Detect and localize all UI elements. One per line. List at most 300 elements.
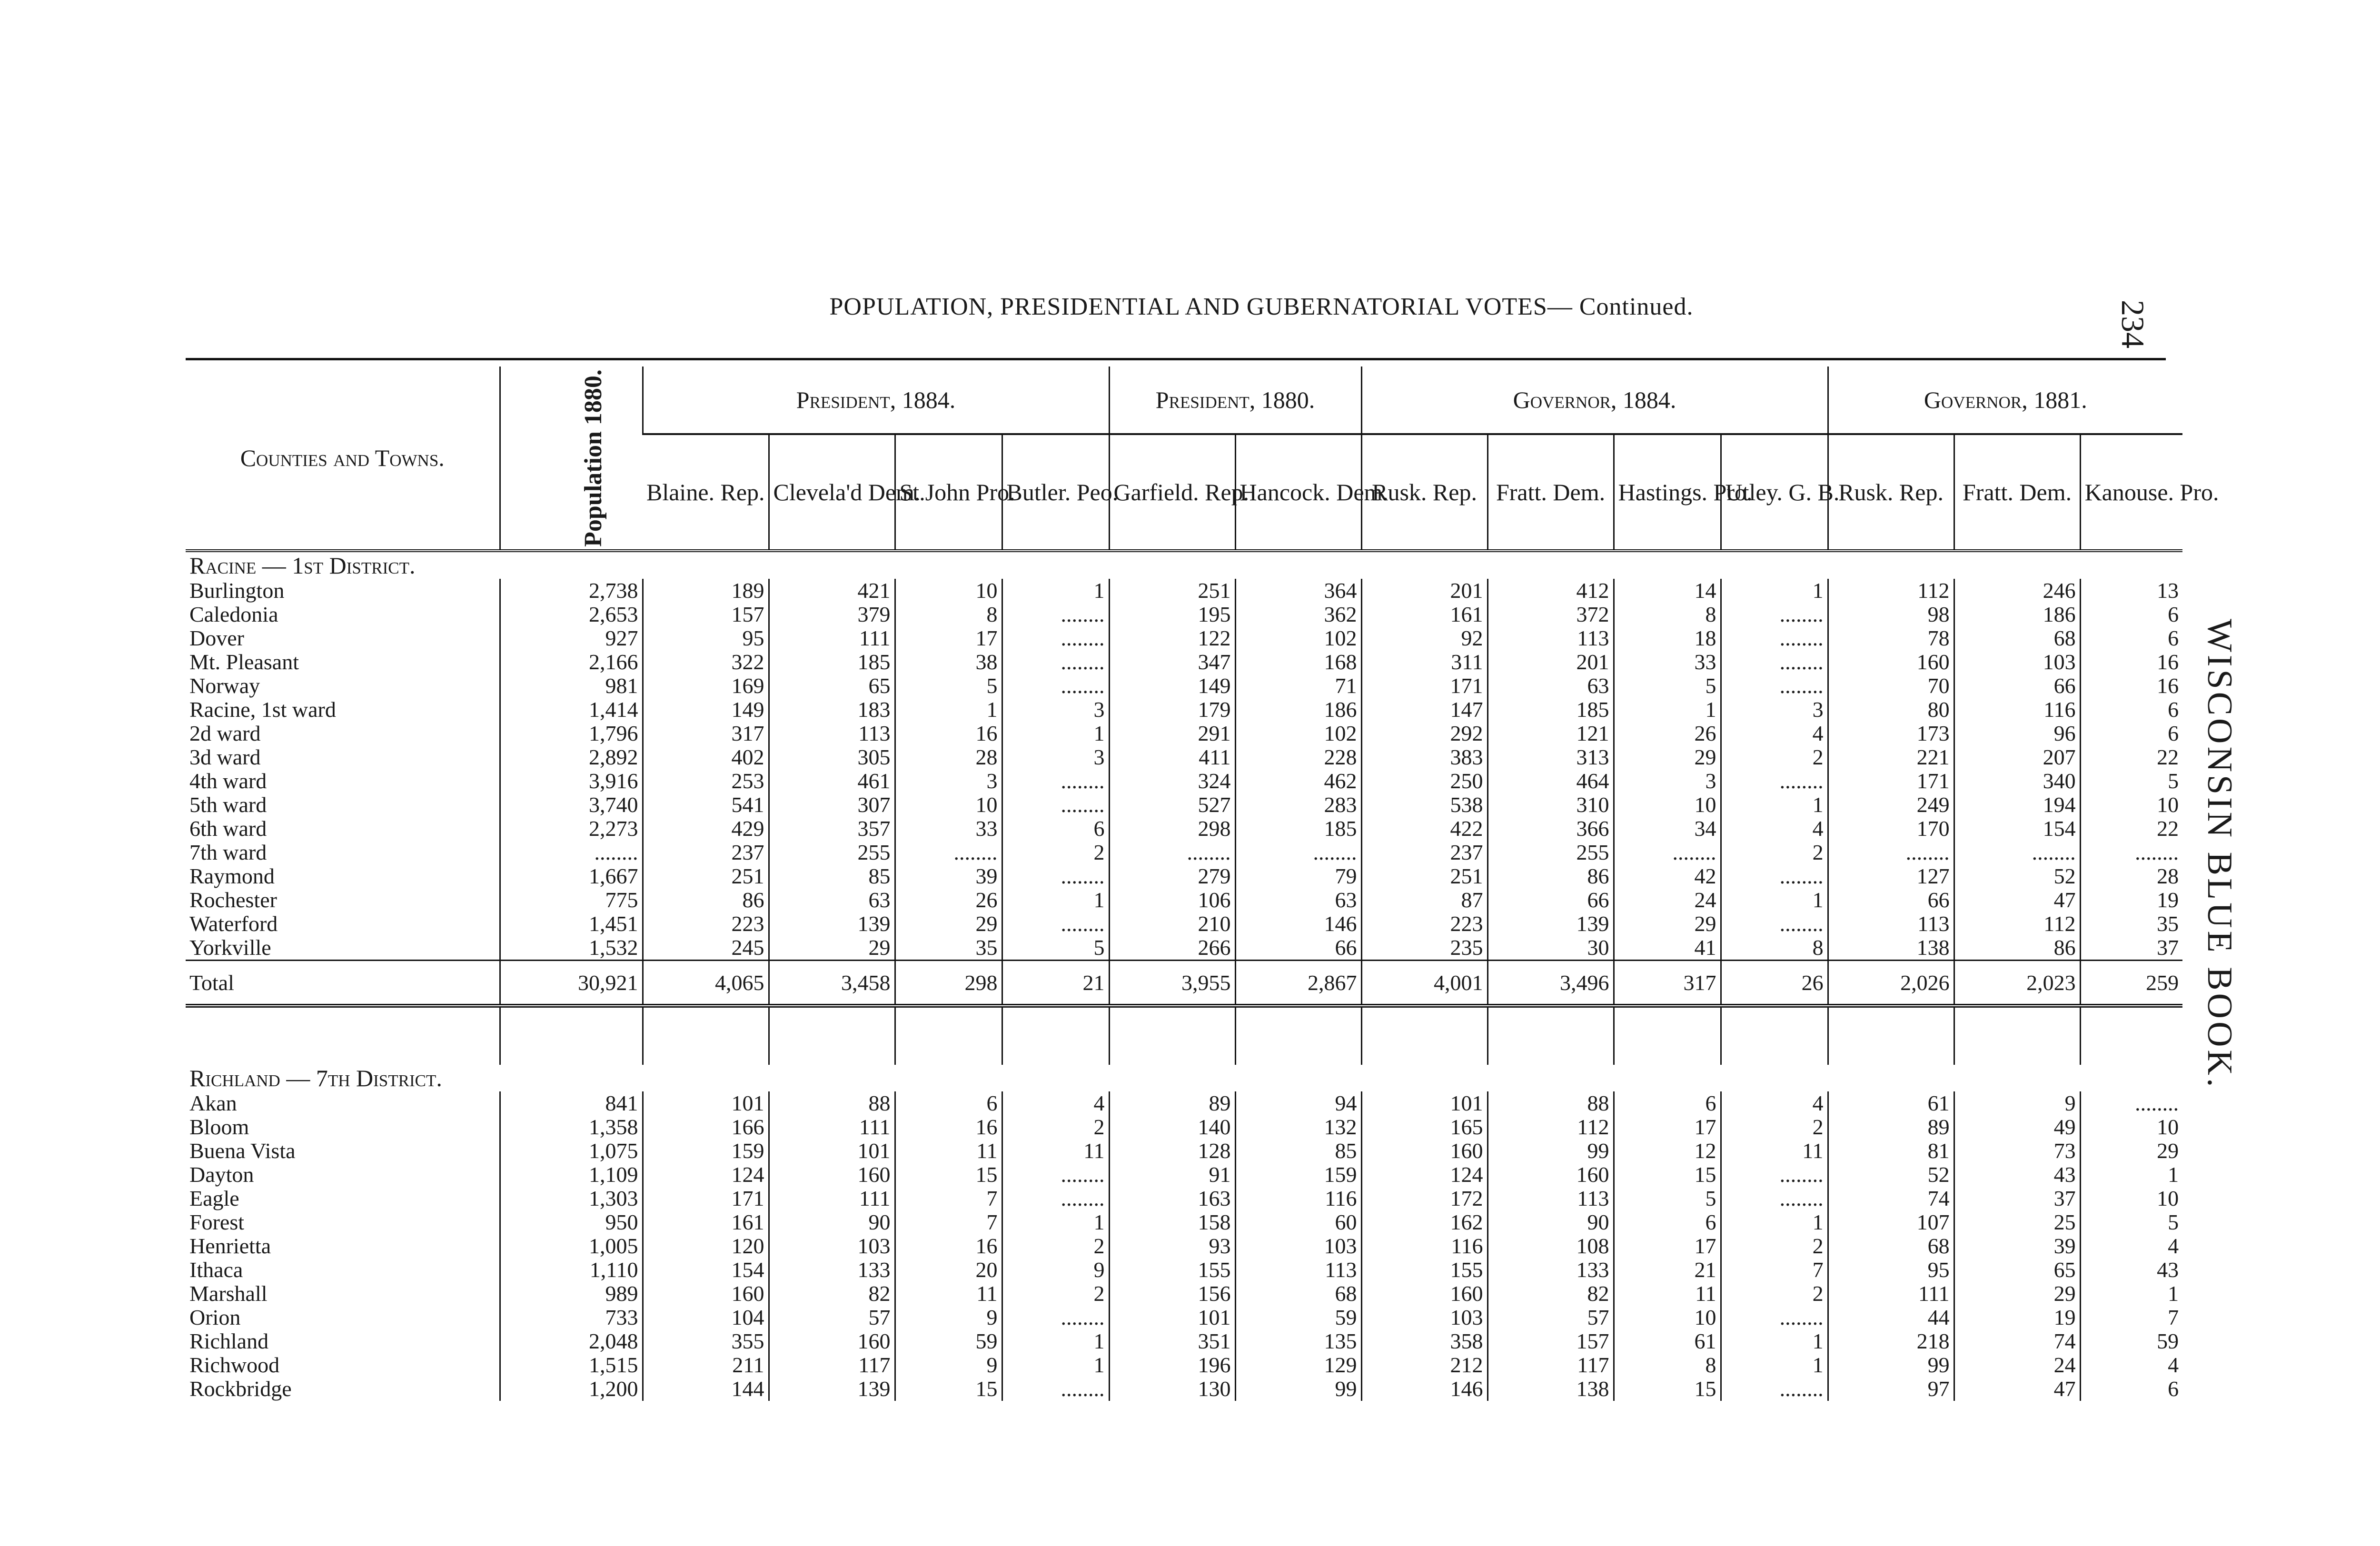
vote-cell: 111	[769, 626, 895, 650]
population-cell: 2,892	[500, 745, 643, 769]
votes-table	[186, 367, 2219, 1401]
table-row	[186, 888, 2182, 912]
vote-cell: 223	[643, 912, 769, 936]
col-header: Blaine. Rep.	[643, 434, 769, 551]
table-row	[186, 1258, 2182, 1282]
vote-cell: 6	[2080, 722, 2182, 745]
vote-cell: 112	[1954, 912, 2080, 936]
town-name: Richwood	[189, 1353, 280, 1377]
table-row	[186, 1210, 2182, 1234]
vote-cell: ........	[1002, 650, 1109, 674]
vote-cell: 324	[1109, 769, 1235, 793]
vote-cell: 186	[1235, 698, 1361, 722]
town-name: Richland	[189, 1329, 269, 1353]
vote-cell: 253	[643, 769, 769, 793]
vote-cell: 357	[769, 817, 895, 841]
vote-cell: 117	[1488, 1353, 1614, 1377]
vote-cell: 149	[1109, 674, 1235, 698]
vote-cell: 47	[1954, 888, 2080, 912]
population-cell: 2,048	[500, 1329, 643, 1353]
vote-cell: 1	[1002, 1353, 1109, 1377]
vote-cell: 538	[1361, 793, 1488, 817]
vote-cell: 4	[2080, 1353, 2182, 1377]
vote-cell: 63	[1235, 888, 1361, 912]
vote-cell: 11	[895, 1282, 1002, 1306]
town-name: Buena Vista	[189, 1139, 296, 1163]
vote-cell: 160	[1361, 1139, 1488, 1163]
table-row	[186, 626, 2182, 650]
vote-cell: 1	[1002, 1210, 1109, 1234]
vote-cell: 113	[1235, 1258, 1361, 1282]
vote-cell: 1	[1614, 698, 1721, 722]
vote-cell: 101	[769, 1139, 895, 1163]
vote-cell: 138	[1488, 1377, 1614, 1401]
vote-cell: 144	[643, 1377, 769, 1401]
vote-cell: 140	[1109, 1115, 1235, 1139]
vote-cell: 1	[1002, 888, 1109, 912]
top-rule	[186, 358, 2166, 360]
vote-cell: 212	[1361, 1353, 1488, 1377]
table-row	[186, 1187, 2182, 1210]
vote-cell: 223	[1361, 912, 1488, 936]
section-heading-row	[186, 551, 2182, 579]
vote-cell: ........	[2080, 841, 2182, 864]
vote-cell: 422	[1361, 817, 1488, 841]
spacer-cell	[1235, 1006, 1361, 1065]
vote-cell: 3	[1721, 698, 1828, 722]
vote-cell: 14	[1614, 579, 1721, 603]
vote-cell: 11	[1614, 1282, 1721, 1306]
vote-cell: 102	[1235, 626, 1361, 650]
vote-cell: 283	[1235, 793, 1361, 817]
vote-cell: 235	[1361, 936, 1488, 961]
vote-cell: 101	[1109, 1306, 1235, 1329]
vote-cell: 358	[1361, 1329, 1488, 1353]
vote-cell: 59	[895, 1329, 1002, 1353]
vote-cell: ........	[1721, 626, 1828, 650]
vote-cell: ........	[1721, 912, 1828, 936]
vote-cell: 6	[895, 1091, 1002, 1115]
table-row	[186, 603, 2182, 626]
vote-cell: 1	[1002, 1329, 1109, 1353]
vote-cell: 124	[1361, 1163, 1488, 1187]
vote-cell: 2	[1002, 1115, 1109, 1139]
vote-cell: 402	[643, 745, 769, 769]
vote-cell: 1	[1721, 1210, 1828, 1234]
vote-cell: 138	[1828, 936, 1954, 961]
vote-cell: 28	[895, 745, 1002, 769]
vote-cell: 251	[643, 864, 769, 888]
vote-cell: ........	[1002, 1377, 1109, 1401]
town-name: Forest	[189, 1210, 244, 1234]
vote-cell: 41	[1614, 936, 1721, 961]
table-row	[186, 1329, 2182, 1353]
population-cell: 1,200	[500, 1377, 643, 1401]
vote-cell: 317	[643, 722, 769, 745]
col-header: Utley. G. B.	[1721, 434, 1828, 551]
vote-cell: 10	[895, 579, 1002, 603]
vote-cell: 291	[1109, 722, 1235, 745]
vote-cell: 1	[1721, 888, 1828, 912]
vote-cell: 90	[1488, 1210, 1614, 1234]
vote-cell: 68	[1828, 1234, 1954, 1258]
vote-cell: 28	[2080, 864, 2182, 888]
vote-cell: 1	[1721, 579, 1828, 603]
vote-cell: 88	[1488, 1091, 1614, 1115]
town-name: 3d ward	[189, 745, 261, 769]
vote-cell: 8	[1721, 936, 1828, 961]
vote-cell: 1	[1002, 722, 1109, 745]
spacer-row	[186, 1006, 2182, 1065]
table-row	[186, 1306, 2182, 1329]
vote-cell: 155	[1109, 1258, 1235, 1282]
col-header: St.John Pro.	[895, 434, 1002, 551]
population-cell: 1,532	[500, 936, 643, 961]
vote-cell: 113	[769, 722, 895, 745]
vote-cell: 156	[1109, 1282, 1235, 1306]
vote-cell: 2	[1721, 1282, 1828, 1306]
vote-cell: 7	[895, 1187, 1002, 1210]
vote-cell: 169	[643, 674, 769, 698]
town-name: Norway	[189, 674, 260, 698]
town-name: Ithaca	[189, 1258, 243, 1282]
vote-cell: ........	[1614, 841, 1721, 864]
vote-cell: ........	[1002, 769, 1109, 793]
vote-cell: 24	[1614, 888, 1721, 912]
population-cell: 1,515	[500, 1353, 643, 1377]
vote-cell: 6	[2080, 698, 2182, 722]
spacer-cell	[643, 1006, 769, 1065]
vote-cell: 149	[643, 698, 769, 722]
vote-cell: 30	[1488, 936, 1614, 961]
table-row	[186, 1163, 2182, 1187]
population-cell: 1,414	[500, 698, 643, 722]
population-cell: 841	[500, 1091, 643, 1115]
vote-cell: 366	[1488, 817, 1614, 841]
vote-cell: 6	[1614, 1210, 1721, 1234]
vote-cell: 4	[1721, 1091, 1828, 1115]
vote-cell: 74	[1828, 1187, 1954, 1210]
vote-cell: 210	[1109, 912, 1235, 936]
vote-cell: 159	[643, 1139, 769, 1163]
vote-cell: 139	[769, 1377, 895, 1401]
vote-cell: 99	[1828, 1353, 1954, 1377]
vote-cell: 10	[2080, 1187, 2182, 1210]
vote-cell: 81	[1828, 1139, 1954, 1163]
vote-cell: ........	[1002, 1187, 1109, 1210]
vote-cell: 103	[1235, 1234, 1361, 1258]
town-name: Akan	[189, 1091, 237, 1115]
vote-cell: 412	[1488, 579, 1614, 603]
population-cell: 2,166	[500, 650, 643, 674]
town-name: Orion	[189, 1305, 241, 1329]
table-row	[186, 912, 2182, 936]
vote-cell: 9	[895, 1353, 1002, 1377]
vote-cell: 218	[1828, 1329, 1954, 1353]
vote-cell: 42	[1614, 864, 1721, 888]
vote-cell: 245	[643, 936, 769, 961]
vote-cell: 26	[1721, 961, 1828, 1006]
spacer-cell	[1614, 1006, 1721, 1065]
vote-cell: 29	[769, 936, 895, 961]
spacer-cell	[1361, 1006, 1488, 1065]
vote-cell: 305	[769, 745, 895, 769]
vote-cell: 132	[1235, 1115, 1361, 1139]
vote-cell: 111	[1828, 1282, 1954, 1306]
vote-cell: 10	[895, 793, 1002, 817]
vote-cell: ........	[1721, 1306, 1828, 1329]
vote-cell: 6	[2080, 1377, 2182, 1401]
vote-cell: 116	[1235, 1187, 1361, 1210]
vote-cell: ........	[1002, 1306, 1109, 1329]
vote-cell: ........	[1002, 864, 1109, 888]
vote-cell: ........	[1002, 1163, 1109, 1187]
vote-cell: 120	[643, 1234, 769, 1258]
vote-cell: 160	[643, 1282, 769, 1306]
vote-cell: 38	[895, 650, 1002, 674]
vote-cell: 37	[1954, 1187, 2080, 1210]
vote-cell: 66	[1488, 888, 1614, 912]
spacer-cell	[1109, 1006, 1235, 1065]
vote-cell: 157	[643, 603, 769, 626]
vote-cell: 86	[1954, 936, 2080, 961]
vote-cell: 17	[1614, 1234, 1721, 1258]
vote-cell: 311	[1361, 650, 1488, 674]
population-cell: 3,740	[500, 793, 643, 817]
vote-cell: 71	[1235, 674, 1361, 698]
vote-cell: 461	[769, 769, 895, 793]
vote-cell: 11	[1721, 1139, 1828, 1163]
vote-cell: 7	[895, 1210, 1002, 1234]
vote-cell: 66	[1828, 888, 1954, 912]
vote-cell: 5	[895, 674, 1002, 698]
spacer-cell	[895, 1006, 1002, 1065]
vote-cell: 2	[1002, 1282, 1109, 1306]
population-cell: 733	[500, 1306, 643, 1329]
vote-cell: 313	[1488, 745, 1614, 769]
population-cell: ........	[500, 841, 643, 864]
vote-cell: 147	[1361, 698, 1488, 722]
vote-cell: 101	[1361, 1091, 1488, 1115]
vote-cell: 11	[895, 1139, 1002, 1163]
population-cell: 1,005	[500, 1234, 643, 1258]
vote-cell: 108	[1488, 1234, 1614, 1258]
vote-cell: 160	[1828, 650, 1954, 674]
table-row	[186, 579, 2182, 603]
vote-cell: 372	[1488, 603, 1614, 626]
vote-cell: 2	[1002, 1234, 1109, 1258]
group-president-1880: President, 1880.	[1109, 367, 1361, 434]
table-row	[186, 1139, 2182, 1163]
vote-cell: 107	[1828, 1210, 1954, 1234]
vote-cell: 21	[1002, 961, 1109, 1006]
vote-cell: 63	[769, 888, 895, 912]
vote-cell: 122	[1109, 626, 1235, 650]
vote-cell: 111	[769, 1187, 895, 1210]
vote-cell: 237	[1361, 841, 1488, 864]
col-header: Hastings. Pro.	[1614, 434, 1721, 551]
vote-cell: 103	[1361, 1306, 1488, 1329]
population-cell: 1,075	[500, 1139, 643, 1163]
vote-cell: 68	[1235, 1282, 1361, 1306]
vote-cell: 6	[2080, 603, 2182, 626]
vote-cell: 57	[769, 1306, 895, 1329]
vote-cell: 2,023	[1954, 961, 2080, 1006]
table-row	[186, 817, 2182, 841]
vote-cell: 179	[1109, 698, 1235, 722]
vote-cell: 121	[1488, 722, 1614, 745]
vote-cell: 171	[643, 1187, 769, 1210]
town-name: 4th ward	[189, 769, 267, 793]
vote-cell: 57	[1488, 1306, 1614, 1329]
vote-cell: 139	[1488, 912, 1614, 936]
vote-cell: 7	[2080, 1306, 2182, 1329]
vote-cell: 5	[1614, 674, 1721, 698]
table-row	[186, 1282, 2182, 1306]
vote-cell: 298	[1109, 817, 1235, 841]
vote-cell: 429	[643, 817, 769, 841]
vote-cell: 26	[895, 888, 1002, 912]
table-row	[186, 674, 2182, 698]
vote-cell: 1	[1721, 1329, 1828, 1353]
vote-cell: 4,001	[1361, 961, 1488, 1006]
vote-cell: 101	[643, 1091, 769, 1115]
vote-cell: 201	[1361, 579, 1488, 603]
vote-cell: 124	[643, 1163, 769, 1187]
vote-cell: 146	[1361, 1377, 1488, 1401]
vote-cell: 29	[1614, 912, 1721, 936]
spacer-cell	[1488, 1006, 1614, 1065]
vote-cell: 10	[2080, 793, 2182, 817]
vote-cell: 6	[1002, 817, 1109, 841]
vote-cell: 155	[1361, 1258, 1488, 1282]
vote-cell: 194	[1954, 793, 2080, 817]
vote-cell: 2	[1721, 841, 1828, 864]
vote-cell: 68	[1954, 626, 2080, 650]
vote-cell: 80	[1828, 698, 1954, 722]
town-name: Yorkville	[189, 935, 271, 960]
vote-cell: 29	[895, 912, 1002, 936]
vote-cell: 1	[1002, 579, 1109, 603]
population-header-label: Population 1880.	[579, 369, 607, 547]
vote-cell: 116	[1361, 1234, 1488, 1258]
vote-cell: 2,867	[1235, 961, 1361, 1006]
vote-cell: ........	[1721, 1163, 1828, 1187]
vote-cell: 33	[895, 817, 1002, 841]
vote-cell: 44	[1828, 1306, 1954, 1329]
vote-cell: 89	[1828, 1115, 1954, 1139]
vote-cell: 3	[1002, 698, 1109, 722]
vote-cell: ........	[1002, 603, 1109, 626]
population-cell: 775	[500, 888, 643, 912]
vote-cell: 79	[1235, 864, 1361, 888]
vote-cell: 340	[1954, 769, 2080, 793]
vote-cell: 19	[2080, 888, 2182, 912]
vote-cell: 93	[1109, 1234, 1235, 1258]
population-cell: 1,109	[500, 1163, 643, 1187]
vote-cell: ........	[1109, 841, 1235, 864]
vote-cell: 91	[1109, 1163, 1235, 1187]
table-row	[186, 722, 2182, 745]
col-header: Rusk. Rep.	[1361, 434, 1488, 551]
vote-cell: ........	[1721, 650, 1828, 674]
vote-cell: 52	[1828, 1163, 1954, 1187]
vote-cell: 29	[1954, 1282, 2080, 1306]
vote-cell: 310	[1488, 793, 1614, 817]
vote-cell: 39	[895, 864, 1002, 888]
vote-cell: 10	[1614, 1306, 1721, 1329]
vote-cell: 195	[1109, 603, 1235, 626]
table-row	[186, 650, 2182, 674]
vote-cell: 88	[769, 1091, 895, 1115]
vote-cell: 97	[1828, 1377, 1954, 1401]
vote-cell: 362	[1235, 603, 1361, 626]
table-row	[186, 1377, 2182, 1401]
vote-cell: 35	[895, 936, 1002, 961]
spacer-cell	[769, 1006, 895, 1065]
vote-cell: 90	[769, 1210, 895, 1234]
vote-cell: 249	[1828, 793, 1954, 817]
vote-cell: 3,496	[1488, 961, 1614, 1006]
town-name: Eagle	[189, 1186, 239, 1210]
table-body	[186, 551, 2182, 1401]
vote-cell: 103	[1954, 650, 2080, 674]
vote-cell: 135	[1235, 1329, 1361, 1353]
vote-cell: 112	[1488, 1115, 1614, 1139]
vote-cell: 186	[1954, 603, 2080, 626]
vote-cell: 96	[1954, 722, 2080, 745]
vote-cell: 9	[895, 1306, 1002, 1329]
table-row	[186, 745, 2182, 769]
vote-cell: 7	[1721, 1258, 1828, 1282]
vote-cell: 85	[1235, 1139, 1361, 1163]
vote-cell: 185	[1488, 698, 1614, 722]
vote-cell: 59	[2080, 1329, 2182, 1353]
vote-cell: ........	[1721, 864, 1828, 888]
vote-cell: 5	[1614, 1187, 1721, 1210]
vote-cell: 15	[1614, 1377, 1721, 1401]
vote-cell: 211	[643, 1353, 769, 1377]
town-name: Dover	[189, 626, 244, 650]
town-name: Caledonia	[189, 602, 278, 626]
vote-cell: 266	[1109, 936, 1235, 961]
spacer-cell	[2080, 1006, 2182, 1065]
vote-cell: 139	[769, 912, 895, 936]
vote-cell: ........	[1721, 674, 1828, 698]
vote-cell: 166	[643, 1115, 769, 1139]
vote-cell: 113	[1828, 912, 1954, 936]
vote-cell: 33	[1614, 650, 1721, 674]
vote-cell: 183	[769, 698, 895, 722]
spacer-cell	[186, 1006, 500, 1065]
vote-cell: ........	[1721, 769, 1828, 793]
vote-cell: 171	[1828, 769, 1954, 793]
section-heading-row	[186, 1065, 2182, 1091]
vote-cell: 160	[1361, 1282, 1488, 1306]
vote-cell: 78	[1828, 626, 1954, 650]
town-name: Raymond	[189, 864, 275, 888]
vote-cell: 133	[769, 1258, 895, 1282]
vote-cell: 207	[1954, 745, 2080, 769]
vote-cell: 157	[1488, 1329, 1614, 1353]
vote-cell: 10	[1614, 793, 1721, 817]
population-cell: 981	[500, 674, 643, 698]
vote-cell: ........	[1954, 841, 2080, 864]
col-header: Hancock. Dem.	[1235, 434, 1361, 551]
vote-cell: 307	[769, 793, 895, 817]
vote-cell: ........	[1002, 793, 1109, 817]
vote-cell: 111	[769, 1115, 895, 1139]
